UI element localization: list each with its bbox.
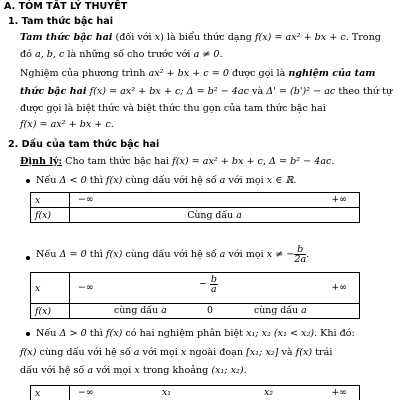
coef: a — [219, 175, 226, 186]
condition: Δ < 0 — [59, 175, 87, 186]
text: , — [262, 156, 270, 167]
text: . Khi đó: — [314, 328, 355, 339]
table-cell-x-values — [70, 193, 360, 208]
equation: ax² + bx + c = 0 — [148, 68, 229, 79]
formula: Δ = b² − 4ac — [269, 156, 332, 167]
section-a-title: A. TÓM TẮT LÝ THUYẾT — [4, 1, 128, 12]
sign-coef: a — [161, 305, 167, 316]
fx: f(x) — [105, 175, 123, 186]
fx: f(x) — [105, 328, 123, 339]
table-cell-x-values — [70, 386, 360, 400]
formula: f(x) = ax² + bx + c. — [20, 119, 114, 130]
frac-den: 2a — [294, 254, 307, 265]
sign-table-case-1 — [30, 192, 360, 223]
text: Nếu — [36, 175, 60, 186]
table-cell-sign — [70, 208, 360, 223]
text: ngoài đoạn — [186, 347, 247, 358]
math-var: x — [180, 347, 187, 358]
text: đó — [20, 49, 35, 60]
text: được gọi là — [228, 68, 289, 79]
text: ) là biểu thức dạng — [160, 32, 255, 43]
formula: f(x) = ax² + bx + c — [254, 32, 346, 43]
text: Nếu — [36, 249, 60, 260]
sign-coef: a — [236, 209, 242, 221]
formula: f(x) = ax² + bx + c — [172, 156, 263, 167]
term-nghiem: nghiệm của tam — [288, 68, 376, 79]
sign-table-case-2 — [30, 272, 360, 319]
table-row-fx — [31, 304, 360, 319]
domain: x ∈ ℝ — [266, 175, 294, 186]
sign-text: cùng dấu — [254, 305, 302, 316]
zero-value: 0 — [207, 305, 213, 316]
neg-inf: −∞ — [78, 282, 94, 293]
paragraph-definition-line-1 — [20, 31, 394, 44]
term-thuc-bac-hai: thức bậc hai — [20, 86, 87, 97]
text: thì — [86, 175, 106, 186]
text: Cho tam thức bậc hai — [62, 156, 173, 167]
text: Nghiệm của phương trình — [20, 68, 149, 79]
subsection-1-heading: 1. Tam thức bậc hai — [8, 16, 114, 27]
text: trái — [312, 347, 333, 358]
text: . — [243, 365, 247, 376]
root-den: a — [211, 284, 217, 295]
right-sign — [254, 304, 307, 318]
paragraph-root-line-3: được gọi là biệt thức và biệt thức thu gọn của tam thức bậc hai — [20, 103, 326, 114]
pos-inf: +∞ — [331, 387, 347, 398]
fraction-b-over-2a — [294, 245, 306, 264]
table-row-x — [31, 193, 360, 208]
root-fraction — [210, 275, 218, 294]
sign-table-case-3 — [30, 385, 360, 400]
text: cùng dấu với hệ số — [36, 347, 134, 358]
text: . — [293, 175, 297, 186]
theorem-line — [20, 155, 394, 168]
text: có hai nghiệm phân biệt — [122, 328, 247, 339]
table-cell-fx-label: f(x) — [31, 304, 70, 319]
coef: a — [219, 249, 226, 260]
text: cùng dấu với hệ số — [122, 249, 220, 260]
table-row-x — [31, 386, 360, 400]
table-cell-fx-label: f(x) — [31, 208, 70, 223]
subsection-2-heading: 2. Dấu của tam thức bậc hai — [8, 139, 160, 150]
text: theo thứ tự — [335, 86, 393, 97]
coef: a — [87, 365, 94, 376]
frac-num: b — [294, 245, 306, 255]
text: . — [306, 249, 310, 260]
case-1-text — [36, 174, 394, 187]
text: thì — [86, 249, 106, 260]
paragraph-root-line-1 — [20, 67, 394, 80]
table-row-fx — [31, 208, 360, 223]
formula: Δ' = (b')² − ac — [266, 86, 336, 97]
term-tam-thuc-bac-hai: Tam thức bậc hai — [20, 32, 113, 43]
text: và — [278, 347, 296, 358]
text: cùng dấu với hệ số — [122, 175, 220, 186]
left-sign — [114, 304, 167, 318]
math-vars: a, b, c — [34, 49, 65, 60]
bullet-case-2 — [26, 256, 30, 260]
root-x1: x₁ — [162, 387, 172, 398]
math-var: x — [134, 365, 140, 376]
neg-inf: −∞ — [78, 387, 94, 398]
x-not-equal: x ≠ − — [266, 249, 295, 260]
text: . Trong — [345, 32, 381, 43]
bullet-case-3 — [26, 332, 30, 336]
math-var: x — [154, 32, 161, 43]
coef: a — [133, 347, 140, 358]
text: với mọi — [139, 347, 181, 358]
root-x2: x₂ — [264, 387, 274, 398]
table-cell-x-label: x — [31, 386, 70, 400]
text: . — [219, 49, 223, 60]
text: và — [249, 86, 267, 97]
text: với mọi — [225, 249, 267, 260]
condition: Δ = 0 — [59, 249, 87, 260]
text: Nếu — [36, 328, 60, 339]
text: . — [331, 156, 335, 167]
neg-inf: −∞ — [78, 194, 94, 205]
sign-text: Cùng dấu — [187, 209, 237, 221]
pos-inf: +∞ — [331, 282, 347, 293]
theorem-label: Định lý: — [20, 156, 63, 167]
root-num: b — [210, 274, 217, 285]
root-value — [199, 275, 218, 294]
text: (đối với — [112, 32, 155, 43]
table-cell-x-values — [70, 273, 360, 304]
math-condition: a ≠ 0 — [193, 49, 220, 60]
open-interval: (x₁; x₂) — [211, 365, 244, 376]
paragraph-root-line-2 — [20, 85, 394, 98]
text: là những số cho trước với — [64, 49, 194, 60]
text: với mọi — [93, 365, 135, 376]
formula: f(x) = ax² + bx + c; Δ = b² − 4ac — [86, 86, 249, 97]
text: thì — [86, 328, 106, 339]
table-cell-sign — [70, 304, 360, 319]
fx: f(x) — [20, 347, 37, 358]
closed-interval: [x₁; x₂] — [246, 347, 279, 358]
table-row-x — [31, 273, 360, 304]
case-2-text — [36, 244, 394, 266]
text: trong khoảng — [139, 365, 212, 376]
case-3-line-3 — [20, 364, 394, 377]
paragraph-root-line-4 — [20, 118, 394, 131]
case-3-line-2 — [20, 346, 394, 359]
fx: f(x) — [295, 347, 313, 358]
condition: Δ > 0 — [59, 328, 87, 339]
paragraph-definition-line-2 — [20, 48, 394, 61]
sign-coef: a — [301, 305, 307, 316]
roots: x₁; x₂ (x₁ < x₂) — [246, 328, 315, 339]
text: dấu với hệ số — [20, 365, 88, 376]
fx: f(x) — [105, 249, 123, 260]
pos-inf: +∞ — [331, 194, 347, 205]
case-3-line-1 — [36, 327, 394, 340]
table-cell-x-label: x — [31, 193, 70, 208]
sign-text: cùng dấu — [114, 305, 162, 316]
root-sign: − — [199, 278, 207, 290]
table-cell-x-label: x — [31, 273, 70, 304]
bullet-case-1 — [26, 179, 30, 183]
text: với mọi — [225, 175, 267, 186]
